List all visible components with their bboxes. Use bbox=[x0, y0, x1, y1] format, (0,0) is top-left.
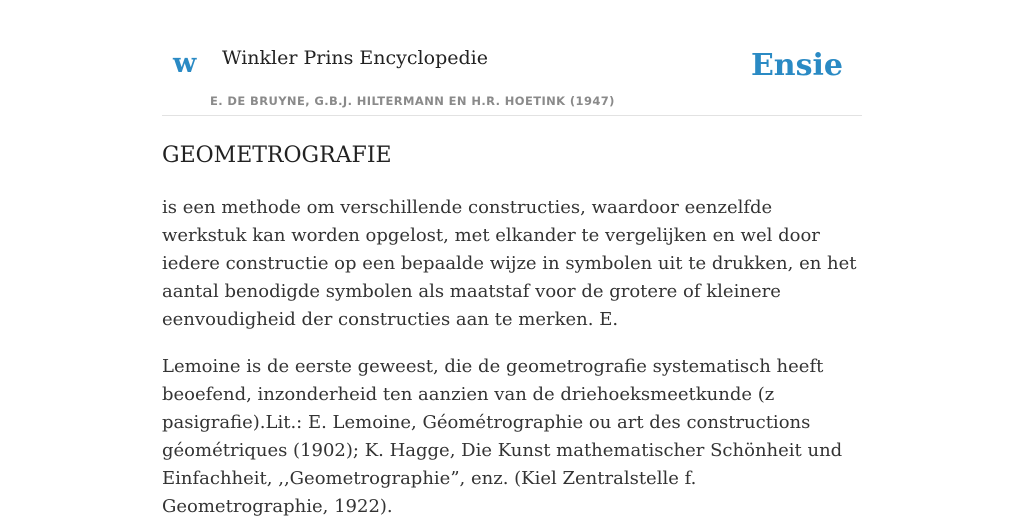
page-container bbox=[162, 0, 862, 521]
article-paragraph: Lemoine is de eerste geweest, die de geometrografie systematisch heeft beoefend, inzonderheid ten aanzien van de driehoeksmeetkunde (z pasigrafie).Lit.: E. Lemoine, Géométrographie ou art des constructions géométriques (1902); K. Hagge, Die Kunst mathematischer Schönheit und Einfachheit, ,,Geometrographie”, enz. (Kiel Zentralstelle f. Geometrographie, 1922). bbox=[162, 356, 843, 517]
header bbox=[162, 0, 862, 116]
article-paragraph: is een methode om verschillende constructies, waardoor eenzelfde werkstuk kan worden opgelost, met elkander te vergelijken en wel door iedere constructie op een bepaalde wijze in symbolen uit te drukken, en het aantal benodigde symbolen als maatstaf voor de grotere of kleinere eenvoudigheid der constructies aan te merken. E. bbox=[162, 197, 857, 330]
publication-title[interactable]: Winkler Prins Encyclopedie bbox=[222, 47, 488, 69]
brand-logo[interactable]: Ensie bbox=[750, 48, 843, 83]
article-title: GEOMETROGRAFIE bbox=[162, 143, 392, 168]
publication-logo[interactable]: w bbox=[173, 48, 197, 79]
publication-authors: E. DE BRUYNE, G.B.J. HILTERMANN EN H.R. HOETINK (1947) bbox=[210, 94, 615, 108]
